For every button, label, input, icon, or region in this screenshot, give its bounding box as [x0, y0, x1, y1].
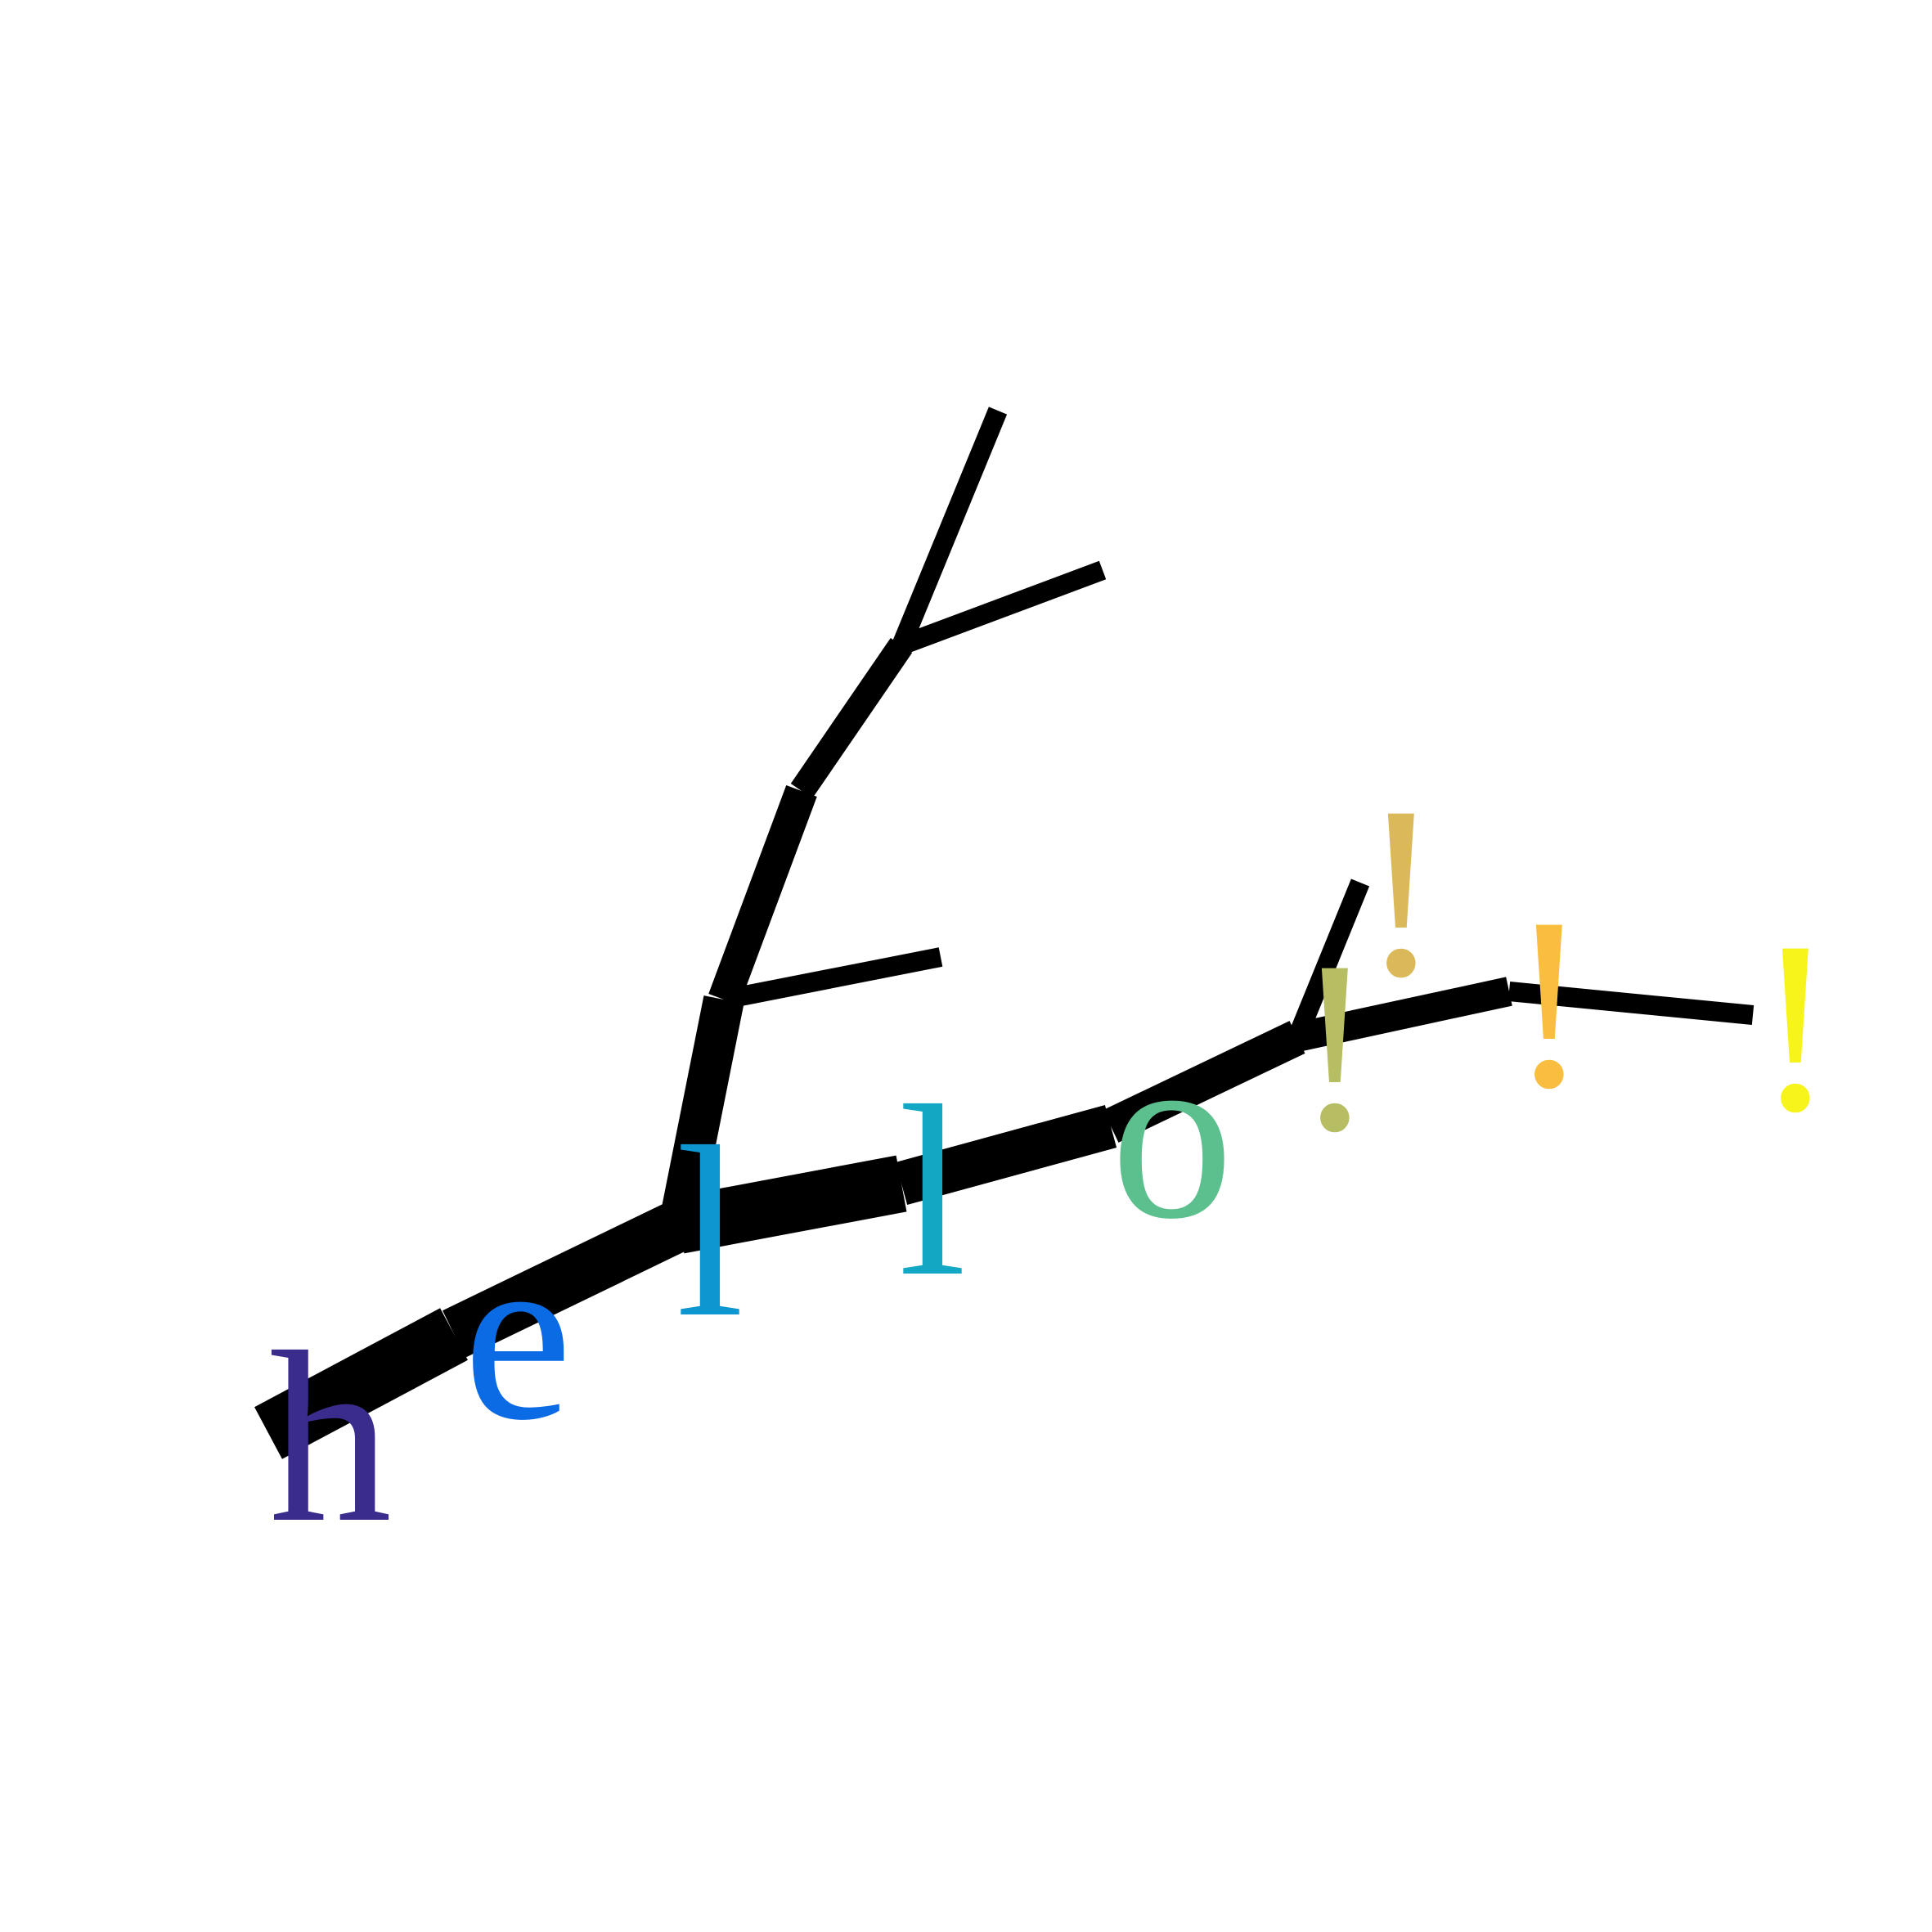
- branch-up-3: [802, 645, 901, 791]
- letter-l-2: l: [898, 1055, 967, 1327]
- branch-up-side: [724, 957, 941, 1000]
- exclamation-2: !: [1360, 756, 1442, 1027]
- letter-o: o: [1111, 998, 1233, 1269]
- letter-e: e: [463, 1199, 573, 1471]
- letter-h: h: [269, 1301, 392, 1573]
- branch-up-2: [724, 791, 802, 1000]
- exclamation-1: !: [1294, 910, 1376, 1182]
- exclamation-4: !: [1755, 891, 1836, 1162]
- exclamation-3: !: [1508, 867, 1590, 1139]
- letter-l-1: l: [676, 1096, 744, 1368]
